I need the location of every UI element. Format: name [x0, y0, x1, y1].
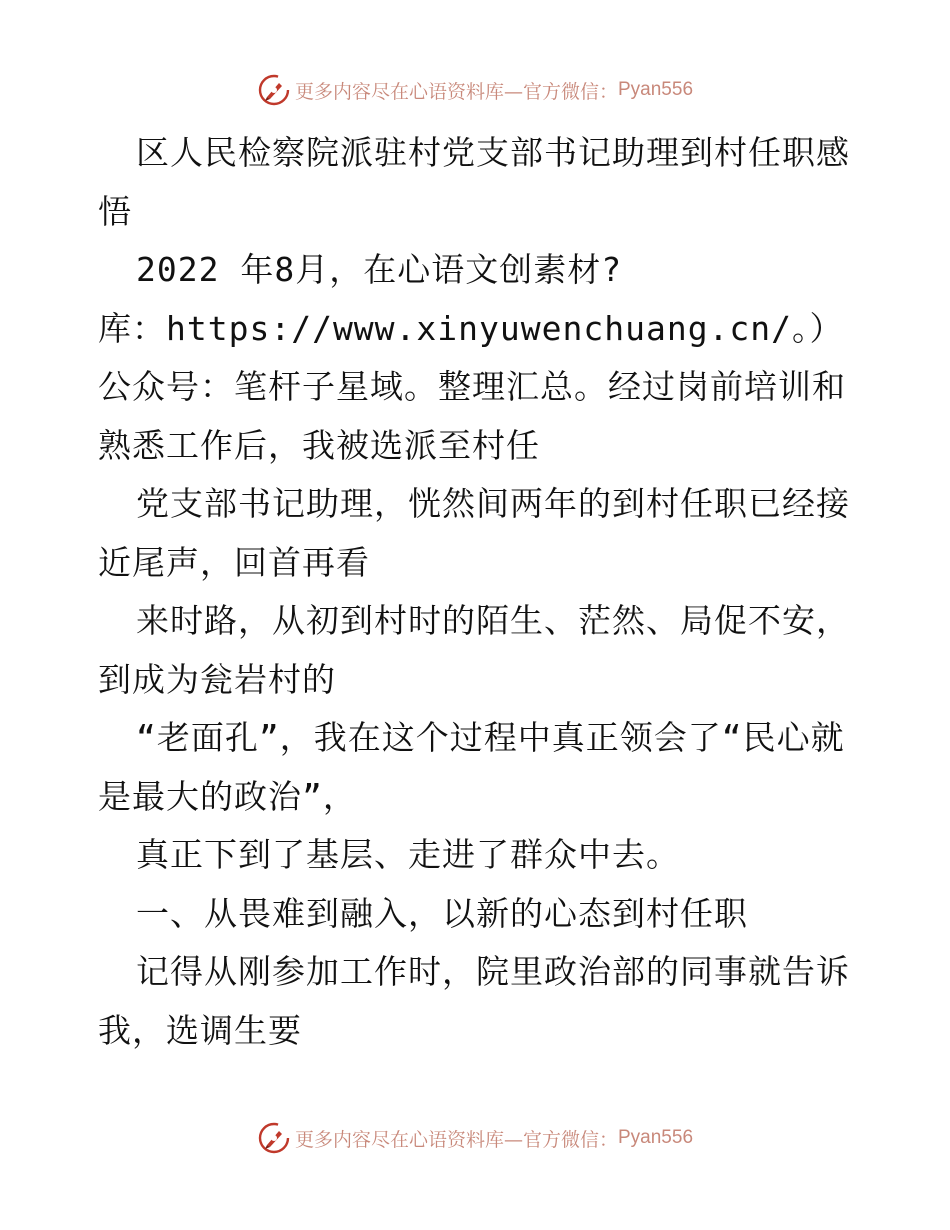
- document-body: [98, 124, 858, 1060]
- header-brand-text: 更多内容尽在心语资料库—官方微信：: [294, 80, 618, 103]
- paragraph-5: “老面孔”，我在这个过程中真正领会了“民心就是最大的政治”，: [98, 718, 845, 816]
- paragraph-2: 库：https://www.xinyuwenchuang.cn/。）公众号：笔杆子星域。整理汇总。经过岗前培训和熟悉工作后，我被选派至村任: [98, 308, 846, 465]
- footer-brand-text: 更多内容尽在心语资料库—官方微信：: [294, 1128, 618, 1151]
- paragraph-3: 党支部书记助理，恍然间两年的到村任职已经接近尾声，回首再看: [98, 484, 850, 582]
- paragraph-1: 2022 年8月，在心语文创素材?: [136, 250, 623, 289]
- footer-brand-id: Pyan556: [618, 1127, 694, 1148]
- section-heading-1: 一、从畏难到融入，以新的心态到村任职: [136, 893, 748, 933]
- paragraph-4: 来时路，从初到村时的陌生、茫然、局促不安，到成为瓮岩村的: [98, 601, 850, 699]
- paragraph-7: 记得从刚参加工作时，院里政治部的同事就告诉我，选调生要: [98, 952, 850, 1050]
- header-watermark: [0, 70, 950, 110]
- paragraph-6: 真正下到了基层、走进了群众中去。: [136, 835, 680, 874]
- header-brand-id: Pyan556: [618, 79, 694, 100]
- brand-logo-icon: [257, 1121, 291, 1155]
- footer-watermark: [0, 1118, 950, 1158]
- document-title: 区人民检察院派驻村党支部书记助理到村任职感悟: [98, 133, 850, 231]
- brand-logo-icon: [257, 73, 291, 107]
